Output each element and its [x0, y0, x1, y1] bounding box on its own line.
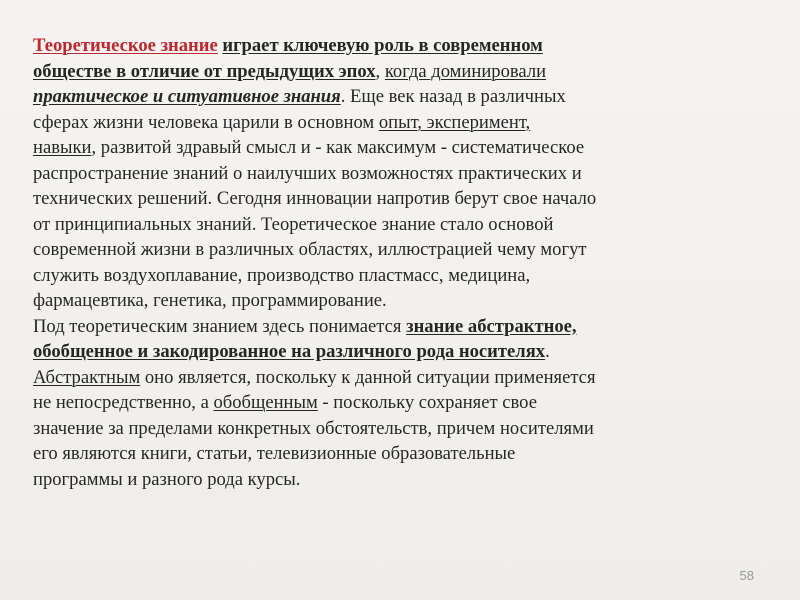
slide-text-block — [33, 33, 773, 492]
highlighted-term: Теоретическое знание — [33, 35, 218, 56]
emphasized-phrase: играет ключевую роль в современном — [222, 35, 543, 56]
underlined-phrase: навыки — [33, 137, 92, 158]
text-line: программы и разного рода курсы. — [33, 468, 301, 490]
underlined-phrase: опыт, эксперимент, — [378, 111, 531, 133]
text-line: технических решений. Сегодня инновации напротив берут свое начало — [33, 188, 597, 209]
text-fragment: не непосредственно, а — [33, 392, 214, 413]
text-line: распространение знаний о наилучших возможностях практических и — [33, 162, 582, 184]
text-line — [33, 84, 773, 110]
text-fragment: Под теоретическим знанием здесь понимается — [33, 315, 407, 337]
underlined-phrase: обобщенным — [213, 392, 318, 413]
underlined-phrase: Абстрактным — [33, 366, 141, 388]
text-line — [33, 33, 773, 59]
text-line: современной жизни в различных областях, иллюстрацией чему могут — [33, 239, 587, 260]
text-line: его являются книги, статьи, телевизионные образовательные — [33, 443, 516, 464]
text-line — [33, 59, 773, 85]
text-line — [33, 365, 773, 391]
text-fragment: . Еще век назад в различных — [340, 86, 566, 107]
text-fragment: , развитой здравый смысл и - как максимум - систематическое — [91, 137, 585, 158]
text-line — [33, 135, 773, 161]
emphasized-italic-phrase: практическое и ситуативное знания — [33, 86, 341, 107]
text-line: служить воздухоплавание, производство пластмасс, медицина, — [33, 264, 531, 286]
text-line: фармацевтика, генетика, программирование. — [33, 290, 387, 311]
text-line: от принципиальных знаний. Теоретическое знание стало основой — [33, 213, 554, 235]
text-line: значение за пределами конкретных обстоятельств, причем носителями — [33, 417, 594, 439]
text-line — [33, 110, 773, 136]
text-fragment: , — [375, 60, 385, 82]
text-fragment: - поскольку сохраняет свое — [317, 392, 537, 413]
text-fragment: сферах жизни человека царили в основном — [33, 111, 379, 133]
underlined-phrase: когда доминировали — [384, 60, 547, 82]
emphasized-phrase: знание абстрактное, — [406, 315, 577, 337]
text-fragment: . — [545, 341, 550, 362]
text-line — [33, 339, 773, 365]
page-number: 58 — [739, 568, 754, 583]
text-line — [33, 390, 773, 416]
emphasized-phrase: обобщенное и закодированное на различного рода носителях — [33, 341, 546, 362]
text-line — [33, 314, 773, 340]
emphasized-phrase: обществе в отличие от предыдущих эпох — [33, 60, 376, 82]
text-fragment: оно является, поскольку к данной ситуации применяется — [140, 366, 596, 388]
